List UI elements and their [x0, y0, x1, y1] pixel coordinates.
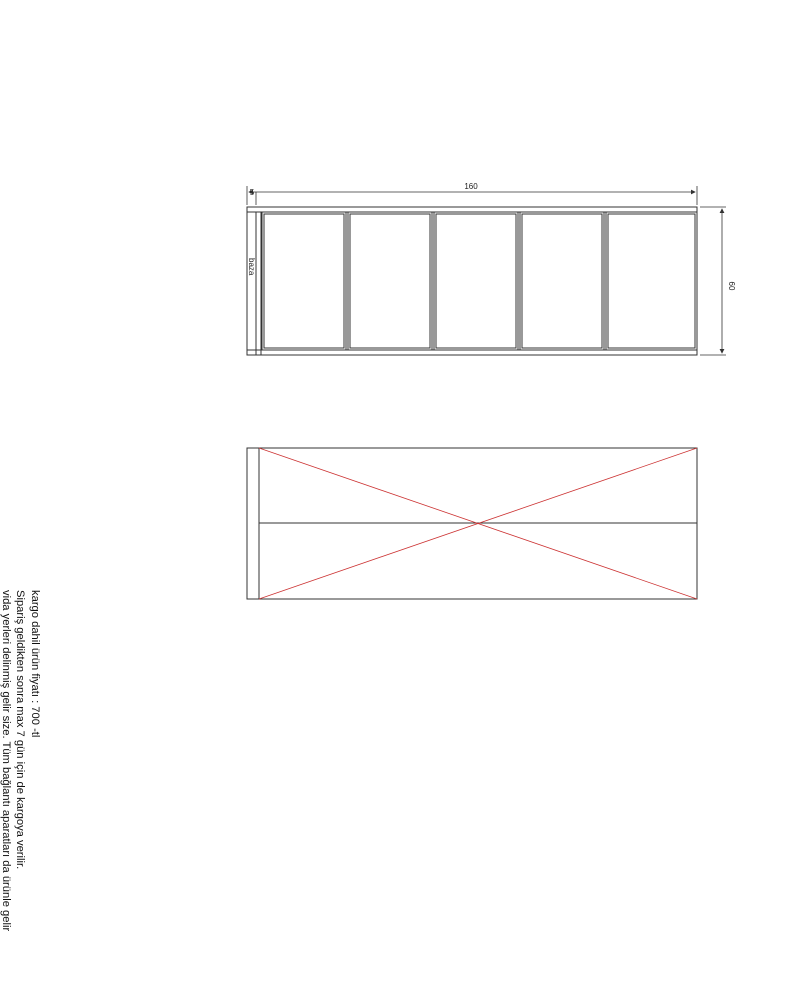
- side-panel-label: baza: [247, 258, 256, 276]
- specification-notes: [0, 590, 40, 990]
- compartment-4-inner: [522, 214, 602, 348]
- note-material: kargo dahil ürün fiyatı : 700 -tl: [29, 590, 41, 738]
- compartment-5: [606, 212, 697, 350]
- compartment-3: [434, 212, 518, 350]
- compartment-2: [348, 212, 432, 350]
- back-panel-view: [247, 448, 697, 599]
- compartment-4: [520, 212, 604, 350]
- front-elevation: [247, 207, 697, 355]
- side-dimension-label: 5: [249, 188, 255, 197]
- note-shipping-time: Sipariş geldikten sonra max 7 gün için de kargoya verilir.: [14, 590, 27, 870]
- compartment-3-inner: [436, 214, 516, 348]
- height-dimension: [700, 207, 726, 355]
- note-drilled-holes: vida yerleri delinmiş gelir size. Tüm bağlantı aparatları da ürünle gelir: [0, 590, 12, 932]
- height-dimension-label: 60: [727, 281, 736, 291]
- compartment-1: [262, 212, 346, 350]
- cabinet-outline: [247, 207, 697, 355]
- compartment-1-inner: [264, 214, 344, 348]
- width-dimension-label: 160: [464, 182, 478, 191]
- compartment-5-inner: [608, 214, 695, 348]
- compartment-2-inner: [350, 214, 430, 348]
